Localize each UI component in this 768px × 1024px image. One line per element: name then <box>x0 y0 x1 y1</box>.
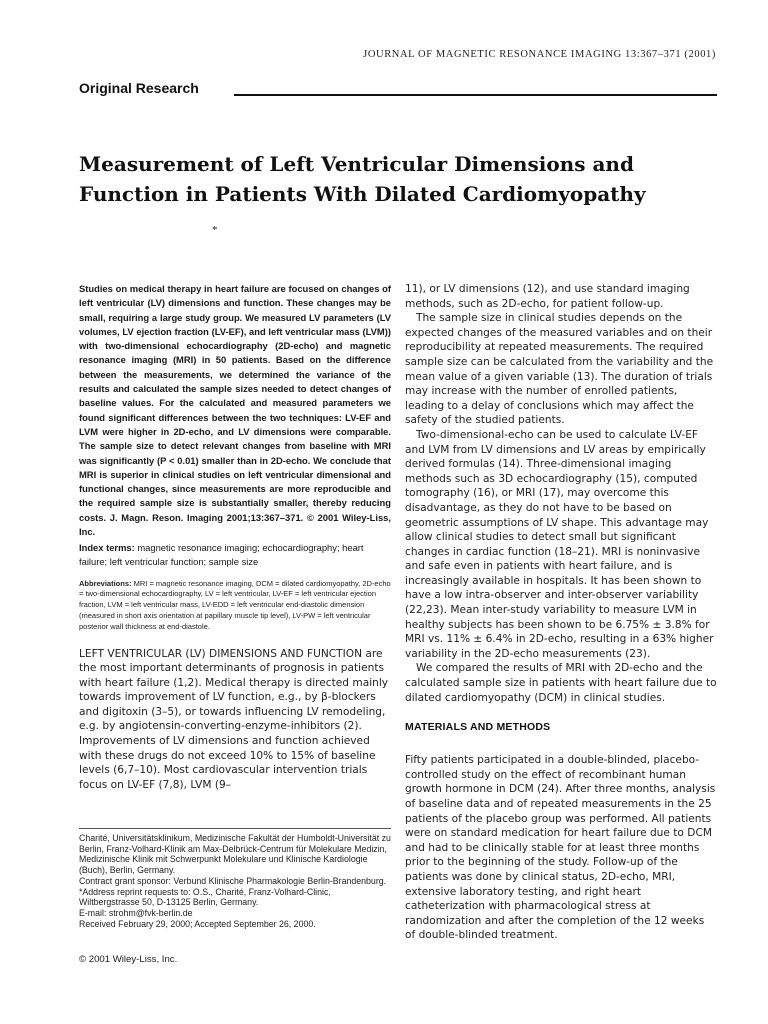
abstract-text: Studies on medical therapy in heart failure are focused on changes of left ventricular (LV) dimensions and function. These changes may be small, requiring a large study group. We measured LV parameters (LV volumes, LV ejection fraction (LV-EF), and left ventricular mass (LVM)) with two-dimensional echocardiography (2D-echo) and magnetic resonance imaging (MRI) in 50 patients. Based on the difference between the measurements, we determined the variance of the results and calculated the sample sizes needed to detect changes of baseline values. For the calculated and measured parameters we found significant differences between the two techniques: LV-EF and LVM were higher in 2D-echo, and LV dimensions were comparable. The sample size to detect relevant changes from baseline with MRI was significantly (P < 0.01) smaller than in 2D-echo. We conclude that MRI is superior in clinical studies on left ventricular dimensional and functional changes, since measurements are more reproducible and the required sample size is substantially smaller, thereby reducing costs. <box>79 283 391 523</box>
index-terms <box>79 541 391 568</box>
index-terms-label: Index terms: <box>79 542 135 554</box>
methods-heading: MATERIALS AND METHODS <box>405 721 551 734</box>
right-column <box>405 282 717 943</box>
section-header <box>79 80 717 100</box>
intro-paragraph-echo: Two-dimensional-echo can be used to calculate LV-EF and LVM from LV dimensions and LV areas by empirically derived formulas (14). Three-dimensional imaging methods such as 3D echocardiography (15), computed tomography (16), or MRI (17), may overcome this disadvantage, as they do not have to be based on geometric assumptions of LV shape. This advantage may allow clinical studies to detect small but significant changes in cardiac function (18–21). MRI is noninvasive and safe even in patients with heart failure, and is increasingly available in hospitals. It has been shown to have a low intra-observer and inter-observer variability (22,23). Mean inter-study variability to measure LVM in healthy subjects has been shown to be 6.75% ± 3.8% for MRI vs. 11% ± 6.4% in 2D-echo, resulting in a 63% higher variability in the 2D-echo measurements (23). <box>405 428 714 660</box>
abbreviations <box>79 579 391 633</box>
index-terms-text: magnetic resonance imaging; echocardiography; heart failure; left ventricular function; sample size <box>79 542 364 567</box>
footnotes <box>79 828 391 929</box>
intro-paragraph-continuation: 11), or LV dimensions (12), and use standard imaging methods, such as 2D-echo, for patient follow-up. <box>405 283 690 310</box>
copyright-notice: © 2001 Wiley-Liss, Inc. <box>79 954 178 965</box>
footnote-affiliation: Charité, Universitätsklinikum, Medizinische Fakultät der Humboldt-Universität zu Berlin, Franz-Volhard-Klinik am Max-Delbrück-Centrum für Molekulare Medizin, Medizinische Klinik mit Schwerpunkt Molekulare und Klinische Kardiologie (Buch), Berlin, Germany. <box>79 833 391 876</box>
methods-paragraph: Fifty patients participated in a double-blinded, placebo-controlled study on the effect of recombinant human growth hormone in DCM (24). After three months, analysis of baseline data and of repeated measurements in the 25 patients of the placebo group was performed. All patients were on standard medication for heart failure due to DCM and had to be clinically stable for at least three months prior to the beginning of the study. Follow-up of the patients was done by clinical status, 2D-echo, MRI, extensive laboratory testing, and right heart catheterization with pharmacological stress at randomization and after the completion of the 12 weeks of double-blinded treatment. <box>405 754 716 942</box>
abstract <box>79 282 391 539</box>
abstract-citation: J. Magn. Reson. Imaging 2001;13:367–371. © 2001 Wiley-Liss, Inc. <box>79 511 391 538</box>
footnote-grant: Contract grant sponsor: Verbund Klinische Pharmakologie Berlin-Brandenburg. <box>79 875 387 886</box>
intro-paragraph-left: LEFT VENTRICULAR (LV) DIMENSIONS AND FUNCTION are the most important determinants of prognosis in patients with heart failure (1,2). Medical therapy is directed mainly towards improvement of LV function, e.g., by β-blockers and digitoxin (3–5), or towards influencing LV remodeling, e.g. by angiotensin-converting-enzyme-inhibitors (2). Improvements of LV dimensions and function achieved with these drugs do not exceed 10% to 15% of baseline levels (6,7–10). Most cardiovascular intervention trials focus on LV-EF (7,8), LVM (9– <box>79 647 389 791</box>
footnote-address: *Address reprint requests to: O.S., Charité, Franz-Volhard-Clinic, Wiltbergstrasse 50, D-13125 Berlin, Germany. <box>79 886 331 908</box>
author-footnote-marker: * <box>212 224 218 236</box>
section-label: Original Research <box>79 80 199 96</box>
intro-paragraph-sample-size: The sample size in clinical studies depends on the expected changes of the measured variables and on their reproducibility at repeated measurements. The required sample size can be calculated from the variability and the mean value of a given variable (13). The duration of trials may increase with the number of enrolled patients, leading to a delay of conclusions which may affect the safety of the studied patients. <box>405 312 714 427</box>
footnote-email: E-mail: strohm@fvk-berlin.de <box>79 907 193 918</box>
journal-citation-header: JOURNAL OF MAGNETIC RESONANCE IMAGING 13:367–371 (2001) <box>363 49 716 60</box>
left-column <box>79 282 391 792</box>
intro-paragraph-aim: We compared the results of MRI with 2D-echo and the calculated sample size in patients with heart failure due to dilated cardiomyopathy (DCM) in clinical studies. <box>405 662 717 704</box>
footnote-received: Received February 29, 2000; Accepted September 26, 2000. <box>79 918 316 929</box>
article-title: Measurement of Left Ventricular Dimensions and Function in Patients With Dilated Cardiomyopathy <box>79 152 646 206</box>
section-rule <box>234 94 717 96</box>
abbreviations-label: Abbreviations: <box>79 578 132 588</box>
abbreviations-text: MRI = magnetic resonance imaging, DCM = dilated cardiomyopathy, 2D-echo = two-dimensional echocardiography, LV = left ventricular, LV-EF = left ventricular ejection fraction, LVM = left ventricular mass, LV-EDD = left ventricular end-diastolic dimension (measured in short axis orientation at papillary muscle tip level), LV-PW = left ventricular posterior wall thickness at end-diastole. <box>79 578 391 631</box>
